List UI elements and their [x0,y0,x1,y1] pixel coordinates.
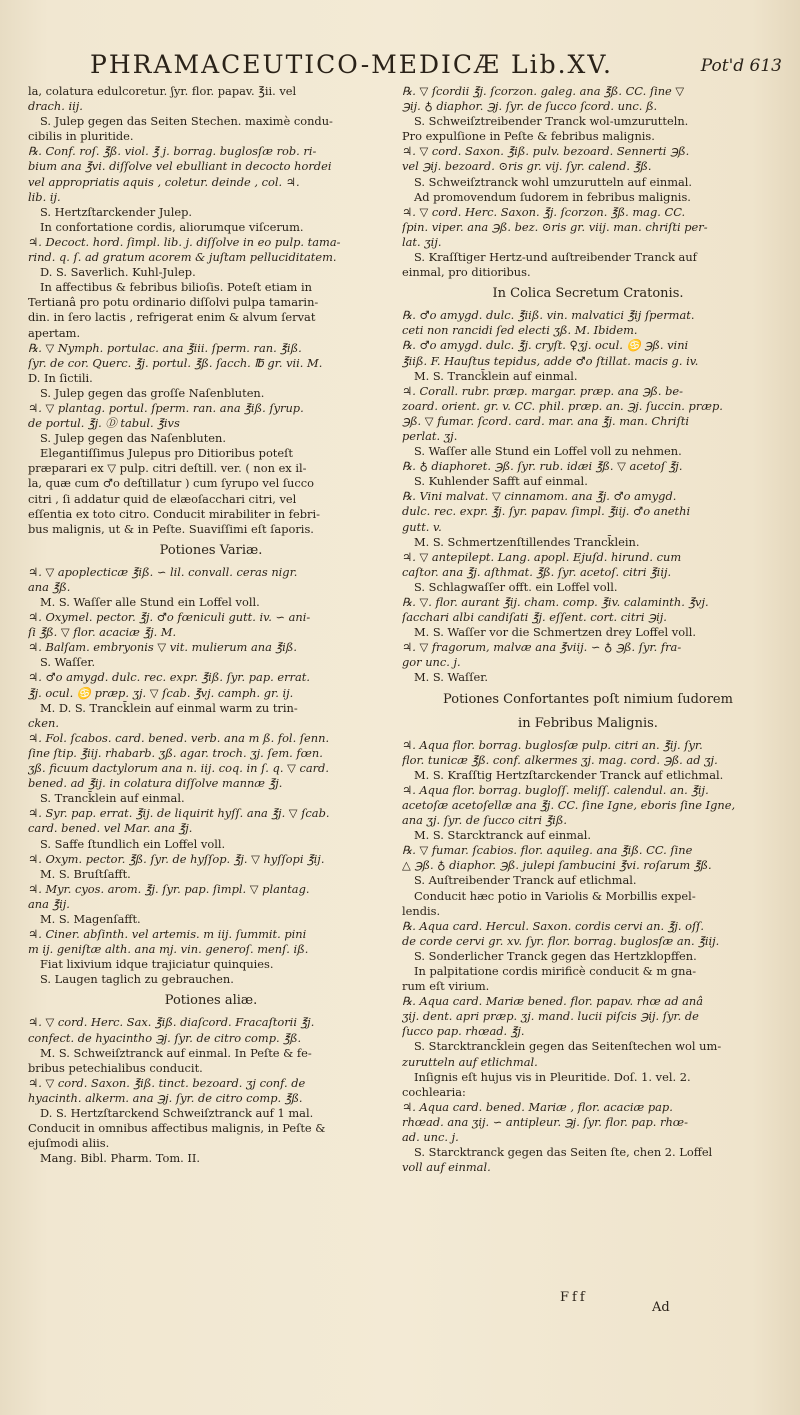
text-line: præparari ex ▽ pulp. citri deſtill. ver. ( non ex il- [28,461,307,476]
text-line: Mang. Bibl. Pharm. Tom. II. [40,1151,201,1166]
text-line: ana ℥ij. [28,896,70,911]
text-line: de portul. ℥j. Ⓓ tabul. ℥ivs [28,416,180,431]
text-line: M. S. Schmertzenſtillendes Tranck̄lein. [414,534,640,549]
section-heading: Potiones aliæ. [164,993,258,1009]
text-line: S. Julep gegen das Seiten Stechen. maximè condu- [40,114,333,129]
text-line: S. Schweiſztreibender Tranck wol-umzurutteln. [414,114,689,129]
text-line: S. Auſtreibender Tranck auf etlichmal. [414,873,637,888]
section-heading: Potiones Confortantes poſt nimium ſudorem [443,691,733,707]
text-line: ♃. ▽ cord. Herc. Sax. ℥iß. diaſcord. Fracaſtorii ℥j. [28,1015,315,1030]
text-line: dulc. rec. expr. ℥j. ſyr. papav. ſimpl. ℥iij. ♂o anethi [402,504,691,519]
text-line: ſine ſtip. ℥iij. rhabarb. ʒß. agar. troch. ʒj. ſem. fœn. [28,745,323,760]
text-line: ℞. Aqua card. Hercul. Saxon. cordis cervi an. ℥j. oſſ. [402,918,705,933]
text-line: caſtor. ana ℥j. aſthmat. ℥ß. ſyr. acetoſ. citri ℥iij. [402,564,672,579]
text-line: zoard. orient. gr. v. CC. phil. præp. an. ℈j. ſuccin. præp. [402,398,723,413]
text-line: ℞. ▽. flor. aurant ℥ij. cham. comp. ℥iv. calaminth. ℥vj. [402,595,709,609]
text-line: ℈ß. ▽ fumar. ſcord. card. mar. ana ℥j. man. Chriſti [402,413,690,428]
text-line: S. Schweiſztranck wohl umzurutteln auf einmal. [414,174,693,189]
text-line: M. D. S. Tranck̄lein auf einmal warm zu trin- [40,700,298,715]
text-line: S. Hertzſtarckender Julep. [40,204,193,219]
text-line: ♃. ▽ fragorum, malvæ ana ℥viij. ∽ ♁ ℈ß. ſyr. fra- [402,640,682,655]
text-line: drach. iij. [28,99,83,114]
text-line: S. Kuhlender Safft auf einmal. [414,474,588,489]
text-line: Conducit in omnibus affectibus malignis, in Peſte & [28,1121,326,1136]
text-line: citri , ſi addatur quid de elæoſacchari citri, vel [28,491,297,506]
text-line: de corde cervi gr. xv. ſyr. flor. borrag. buglosſæ an. ℥iij. [402,933,720,948]
text-line: ʒij. dent. apri præp. ʒj. mand. lucii piſcis ℈ij. ſyr. de [402,1009,699,1024]
text-line: M. S. Waſſer alle Stund ein Loffel voll. [40,595,260,609]
text-line: D. S. Hertzſtarckend Schweiſztranck auf 1 mal. [40,1106,314,1120]
text-line: lat. ʒij. [402,234,442,249]
text-line: S. Starcktranck̄lein gegen das Seitenſtechen wol um- [414,1039,722,1054]
text-line: M. S. Kraſſtig Hertzſtarckender Tranck auf etlichmal. [414,767,724,782]
text-line: S. Schlagwaſſer offt. ein Loffel voll. [414,579,618,594]
text-line: ℞. ♁ diaphoret. ℈ß. ſyr. rub. idæi ℥ß. ▽ acetoſ ℥j. [402,459,683,474]
text-line: S. Saffe ſtundlich ein Loffel voll. [40,836,226,851]
text-line: S. Sonderlicher Tranck gegen das Hertzklopffen. [414,948,697,963]
text-line: lendis. [402,903,441,918]
text-line: ℞. ▽ ſcordii ℥j. ſcorzon. galeg. ana ℥ß. CC. ſine ▽ [402,84,685,98]
text-line: ℞. ▽ fumar. ſcabios. flor. aquileg. ana ℥iß. CC. ſine [402,843,693,858]
text-line: ceti non rancidi ſed electi ʒß. M. Ibidem. [402,323,638,338]
text-line: △ ℈ß. ♁ diaphor. ℈ß. julepi ſambucini ℥vi. roſarum ℥ß. [402,858,712,873]
text-line: ℞. ♂o amygd. dulc. ℥j. cryſt. ♀ʒj. ocul. ♋ ℈ß. vini [402,338,689,353]
text-line: ♃. ▽ cord. Saxon. ℥iß. tinct. bezoard. ʒj conf. de [28,1075,306,1090]
text-line: ℞. Vini malvat. ▽ cinnamom. ana ℥j. ♂o amygd. [402,489,677,504]
text-line: ſucco pap. rhœad. ℥j. [402,1024,525,1039]
text-line: M. S. Magenſafft. [40,911,141,926]
text-line: S. Julep gegen das groſſe Naſenbluten. [40,385,265,400]
text-line: ſpin. viper. ana ℈ß. bez. ⊙ris gr. viij. man. chriſti per- [402,219,708,234]
text-line: ℞. Aqua card. Mariæ bened. flor. papav. rhœ ad anâ [402,994,704,1009]
text-line: ♃. Syr. pap. errat. ℥ij. de liquirit hyſſ. ana ℥j. ▽ ſcab. [28,806,330,821]
text-line: einmal, pro ditioribus. [402,265,531,280]
text-line: ſacchari albi candiſati ℥j. eſſent. cort. citri ℈ij. [402,610,667,625]
text-line: M. S. Waſſer vor die Schmertzen drey Loffel voll. [414,625,696,640]
text-line: vel appropriatis aquis , coletur. deinde , col. ♃. [28,174,300,189]
text-line: gutt. v. [402,519,442,534]
text-line: perlat. ʒj. [402,428,458,443]
signature-mark: Fff [560,1290,588,1305]
text-line: ♃. Myr. cyos. arom. ℥j. ſyr. pap. ſimpl. ▽ plantag. [28,881,310,896]
text-line: In affectibus & febribus bilioſis. Poteſt etiam in [40,280,312,295]
running-title: PHRAMACEUTICO-MEDICÆ Lib.XV. [90,50,613,79]
section-heading: Potiones Variæ. [159,542,263,558]
text-line: acetoſæ acetoſellæ ana ℥j. CC. ſine Igne, eboris ſine Igne, [402,797,736,812]
text-line: cken. [28,715,59,730]
text-line: Fiat lixivium idque trajiciatur quinquies. [40,957,274,972]
text-line: ſyr. de cor. Querc. ℥j. portul. ℥ß. ſacch. ℔ gr. vii. M. [28,355,323,370]
text-line: In palpitatione cordis mirificè conducit & m gna- [414,963,697,978]
text-line: la, colatura edulcoretur. ʃyr. flor. papav. ℥ii. vel [28,84,297,98]
text-line: M. S. Tranck̄lein auf einmal. [414,368,578,383]
text-line: M. S. Schweiſztranck auf einmal. In Peſte & fe- [40,1045,312,1060]
text-line: zurutteln auf etlichmal. [402,1054,538,1069]
text-line: ♃. Aqua card. bened. Mariæ , flor. acaciæ pap. [402,1099,673,1114]
page-header [30,50,790,84]
text-line: ſi ℥ß. ▽ flor. acaciæ ℥j. M. [28,625,177,640]
text-line: card. bened. vel Mar. ana ℥j. [28,821,193,836]
text-line: ♃. ▽ plantag. portul. ſperm. ran. ana ℥iß. ſyrup. [28,400,304,415]
text-line: rhœad. ana ʒij. ∽ antipleur. ℈j. ſyr. flor. pap. rhœ- [402,1114,688,1129]
text-line: flor. tunicæ ℥ß. conf. alkermes ʒj. mag. cord. ℈ß. ad ʒj. [402,752,718,767]
text-line: S. Starcktranck gegen das Seiten ſte, chen 2. Loffel [414,1145,713,1160]
text-line: ℥iiß. F. Hauſtus tepidus, adde ♂o ſtillat. macis g. iv. [402,353,699,368]
section-heading: In Colica Secretum Cratonis. [492,286,684,302]
text-line: bribus petechialibus conducit. [28,1060,203,1075]
text-line: bened. ad ℥ij. in colatura diſſolve mannæ ℥j. [28,776,283,791]
text-line: cochlearia: [402,1084,466,1099]
text-line: hyacinth. alkerm. ana ℈j. ſyr. de citro comp. ℥ß. [28,1090,303,1105]
text-line: D. S. Saverlich. Kuhl-Julep. [40,265,196,280]
text-line: ℈ij. ♁ diaphor. ℈j. ſyr. de ſucco ſcord. unc. ß. [402,99,658,114]
text-line: ♃. Fol. ſcabos. card. bened. verb. ana m ß. fol. ſenn. [28,730,330,745]
text-line: ♃. Aqua flor. borrag. buglosſæ pulp. citri an. ℥ij. ſyr. [402,737,703,752]
text-line: Tertianâ pro potu ordinario diſſolvi pulpa tamarin- [28,295,319,310]
text-line: ana ʒj. ſyr. de ſucco citri ℥iß. [402,813,568,828]
text-line: ejuſmodi aliis. [28,1136,110,1151]
text-line: ♃. Oxymel. pector. ℥j. ♂o fœniculi gutt. iv. ∽ ani- [28,610,311,625]
text-line: voll auf einmal. [402,1160,491,1175]
text-line: ♃. Oxym. pector. ℥ß. ſyr. de hyſſop. ℥j. ▽ hyſſopi ℥ij. [28,851,325,866]
text-line: S. Waſſer alle Stund ein Loffel voll zu nehmen. [414,444,682,459]
text-line: m ij. geniſtæ alth. ana mj. vin. generoſ. menſ. iß. [28,942,309,957]
text-line: In confortatione cordis, aliorumque viſcerum. [40,219,304,234]
text-line: vel ℈ij. bezoard. ⊙ris gr. vij. ſyr. calend. ℥ß. [402,159,652,174]
text-line: la, quæ cum ♂o deſtillatur ) cum ſyrupo vel ſucco [28,476,314,491]
text-line: ♃. ▽ cord. Saxon. ℥iß. pulv. bezoard. Sennerti ℈ß. [402,144,690,159]
text-line: ℞. ♂o amygd. dulc. ℥iiß. vin. malvatici ℥ij ſpermat. [402,308,695,323]
text-line: Inſignis eſt hujus vis in Pleuritide. Doſ. 1. vel. 2. [414,1069,691,1084]
text-line: eſſentia ex toto citro. Conducit mirabiliter in febri- [28,506,320,521]
text-line: ♃. ♂o amygd. dulc. rec. expr. ℥iß. ſyr. pap. errat. [28,670,310,685]
text-line: ♃. Decoct. hord. ſimpl. lib. j. diſſolve in eo pulp. tama- [28,234,341,249]
text-line: ℞. Conf. roſ. ℥ß. viol. ℥ j. borrag. buglosſæ rob. ri- [28,144,317,159]
text-line: rind. q. ſ. ad gratum acorem & juſtam pelluciditatem. [28,250,337,265]
text-line: S. Kraſſtiger Hertz-und auſtreibender Tranck auf [414,250,697,265]
text-line: rum eſt virium. [402,979,490,994]
text-line: bus malignis, ut & in Peſte. Suaviſſimi eſt ſaporis. [28,521,314,536]
text-line: Conducit hæc potio in Variolis & Morbillis expel- [414,888,696,903]
text-line: lib. ij. [28,189,61,204]
text-line: Pro expulſione in Peſte & febribus malignis. [402,129,655,144]
text-line: ♃. Balſam. embryonis ▽ vit. mulierum ana ℥iß. [28,640,297,655]
text-line: Ad promovendum ſudorem in febribus malignis. [414,189,691,204]
page-number: Pot'd 613 [700,56,782,76]
text-line: M. S. Bruſtſafft. [40,866,131,881]
text-line: M. S. Starcktranck auf einmal. [414,828,592,843]
text-line: ℞. ▽ Nymph. portulac. ana ℥iii. ſperm. ran. ℥iß. [28,340,302,355]
text-line: ad. unc. j. [402,1130,459,1144]
text-line: Elegantiſſimus Julepus pro Ditioribus poteſt [40,446,293,461]
text-line: S. Tranck̄lein auf einmal. [40,791,185,806]
text-line: S. Laugen taglich zu gebrauchen. [40,972,234,987]
text-line: bium ana ℥vi. diſſolve vel ebulliant in decocto hordei [28,159,332,174]
text-line: ♃. Ciner. abſinth. vel artemis. m iij. ſummit. pini [28,927,307,942]
text-line: ♃. ▽ antepilept. Lang. apopl. Ejuſd. hirund. cum [402,549,682,564]
catchword: Ad [652,1300,670,1315]
text-line: ℥j. ocul. ♋ præp. ʒj. ▽ ſcab. ℥vj. camph. gr. ij. [28,685,294,700]
text-line: confect. de hyacintho ℈j. ſyr. de citro comp. ℥ß. [28,1030,302,1045]
text-line: gor unc. j. [402,655,461,670]
section-heading: in Febribus Malignis. [518,715,658,731]
text-line: ʒß. ficuum dactylorum ana n. iij. coq. in ſ. q. ▽ card. [28,761,329,776]
right-column [402,84,774,1175]
text-line: apertam. [28,325,81,340]
text-line: S. Julep gegen das Naſenbluten. [40,431,227,446]
text-line: D. In ſictili. [28,370,93,385]
text-line: ♃. ▽ apoplecticæ ℥iß. ∽ lil. convall. ceras nigr. [28,564,298,579]
text-line: ♃. Aqua flor. borrag. bugloſſ. meliſſ. calendul. an. ℥ij. [402,782,709,797]
text-line: ♃. ▽ cord. Herc. Saxon. ℥j. ſcorzon. ℥ß. mag. CC. [402,204,686,219]
text-line: ana ℥ß. [28,579,71,594]
text-line: din. in ſero lactis , refrigerat enim & alvum ſervat [28,310,316,325]
text-line: S. Waſſer. [40,655,96,670]
text-line: M. S. Waſſer. [414,670,489,685]
text-line: ♃. Corall. rubr. præp. margar. præp. ana ℈ß. be- [402,383,684,398]
left-column [28,84,394,1166]
text-line: cibilis in pluritide. [28,129,134,144]
